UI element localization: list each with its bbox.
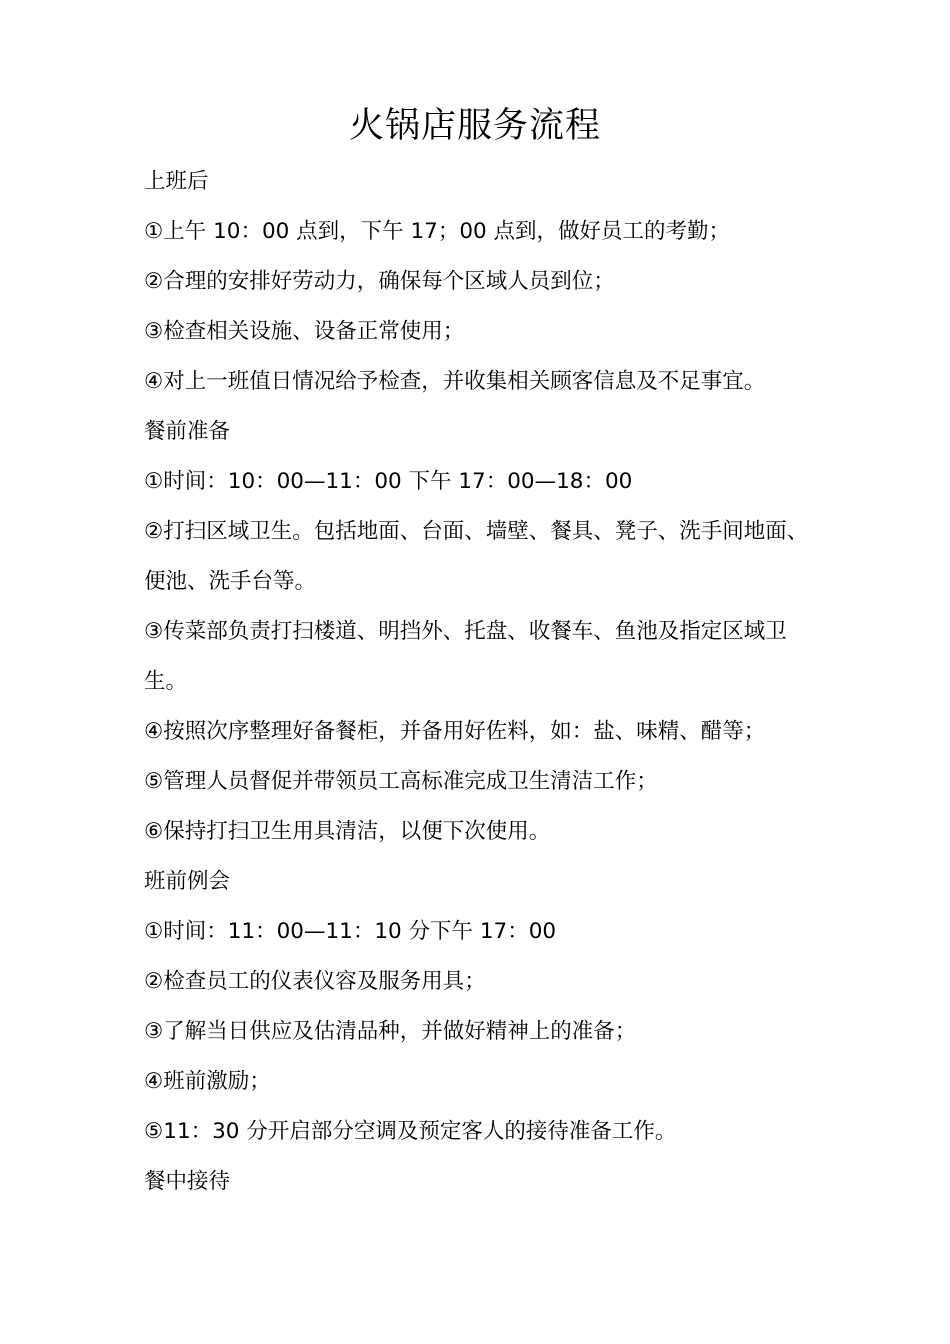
list-item: ②打扫区域卫生。包括地面、台面、墙壁、餐具、凳子、洗手间地面、	[144, 519, 809, 544]
list-item: ③传菜部负责打扫楼道、明挡外、托盘、收餐车、鱼池及指定区域卫	[144, 619, 787, 644]
section-heading: 上班后	[144, 169, 209, 194]
list-item: ⑤11：30 分开启部分空调及预定客人的接待准备工作。	[144, 1119, 677, 1144]
list-item: ②合理的安排好劳动力，确保每个区域人员到位；	[144, 269, 615, 294]
list-item: ①时间：11：00—11：10 分下午 17：00	[144, 919, 557, 944]
list-item: ①时间：10：00—11：00 下午 17：00—18：00	[144, 469, 633, 494]
list-item: ⑥保持打扫卫生用具清洁，以便下次使用。	[144, 819, 551, 844]
list-item: ③检查相关设施、设备正常使用；	[144, 319, 465, 344]
section-heading: 餐中接待	[144, 1169, 231, 1194]
section-heading: 餐前准备	[144, 419, 231, 444]
list-item: ④按照次序整理好备餐柜，并备用好佐料，如：盐、味精、醋等；	[144, 719, 766, 744]
document-body	[144, 157, 816, 1207]
section-heading: 班前例会	[144, 869, 231, 894]
list-item: ④对上一班值日情况给予检查，并收集相关顾客信息及不足事宜。	[144, 369, 766, 394]
list-item: ④班前激励；	[144, 1069, 271, 1094]
list-item: ②检查员工的仪表仪容及服务用具；	[144, 969, 486, 994]
list-item: ①上午 10：00 点到，下午 17；00 点到，做好员工的考勤；	[144, 219, 731, 244]
list-item: ③了解当日供应及估清品种，并做好精神上的准备；	[144, 1019, 637, 1044]
list-item-continuation: 便池、洗手台等。	[144, 569, 317, 594]
document-title: 火锅店服务流程	[348, 106, 601, 146]
list-item-continuation: 生。	[144, 669, 188, 694]
list-item: ⑤管理人员督促并带领员工高标准完成卫生清洁工作；	[144, 769, 658, 794]
